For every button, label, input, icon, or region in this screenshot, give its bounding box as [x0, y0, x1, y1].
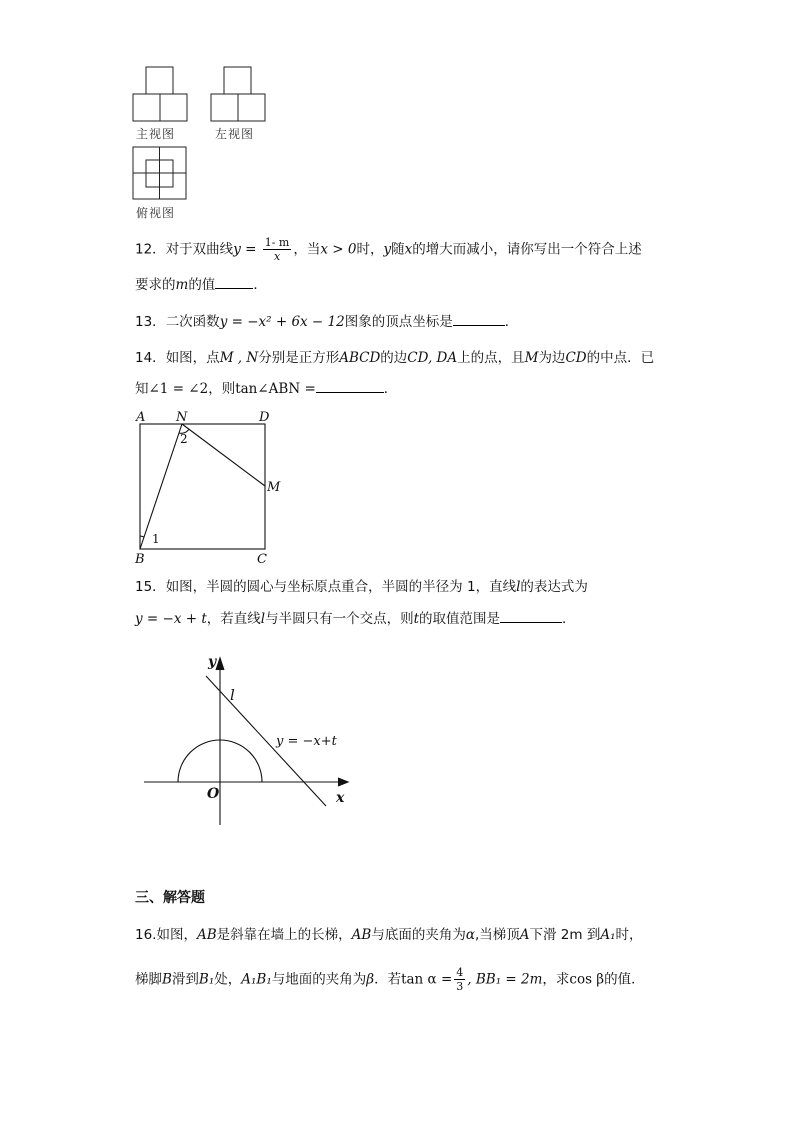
section-3-title: 三、解答题	[135, 890, 205, 906]
q12-cond: x > 0	[320, 241, 357, 258]
q12-var-y: y	[383, 241, 392, 258]
q13-answer-blank[interactable]	[453, 311, 505, 326]
left-view-bottom-right	[238, 94, 265, 121]
q15-text4: 与半圆只有一个交点，则	[265, 611, 414, 627]
q15-text5: 的取值范围是	[419, 611, 501, 627]
front-view-bottom-left	[133, 94, 160, 121]
q16-a1b1: A₁B₁	[241, 971, 272, 988]
q16-text3: 与底面的夹角为	[371, 927, 466, 943]
label-O: O	[207, 786, 220, 802]
angle-1-arc	[140, 536, 144, 537]
q16-bb1: , BB₁ = 2m	[467, 971, 543, 988]
q14-text6: 的中点．已	[586, 350, 655, 366]
q12-frac-den: x	[273, 250, 281, 263]
q16-line2-text-a: 梯脚	[135, 971, 162, 988]
q12-var-x: x	[404, 241, 413, 258]
q14-number: 14．	[135, 350, 166, 366]
q15-coordinate-figure	[140, 650, 360, 830]
left-view-top-square	[224, 67, 251, 94]
q15-line1	[135, 577, 588, 597]
q14-points-mn: M , N	[219, 350, 259, 366]
q14-cdda: CD, DA	[407, 350, 458, 366]
segment-bn	[140, 424, 182, 549]
q16-text1: 如图，	[156, 927, 197, 943]
label-M: M	[267, 480, 281, 495]
q14-text4: 上的点，且	[457, 350, 525, 366]
q14-line2	[135, 378, 397, 399]
q16-frac-den: 3	[456, 980, 464, 993]
q12-line2-text-b: 的值	[188, 277, 216, 293]
q15-l: l	[516, 579, 521, 595]
q15-text3: ，若直线	[206, 611, 261, 627]
q14-line1	[135, 348, 654, 368]
q14-text5: 为边	[538, 350, 566, 366]
q13-end: ．	[504, 314, 519, 330]
q12-line1	[135, 236, 642, 263]
label-N: N	[176, 410, 188, 425]
label-angle-1: 1	[152, 532, 160, 546]
y-axis-arrow	[216, 658, 224, 670]
q14-answer-blank[interactable]	[316, 378, 384, 393]
q13-text2: 图象的顶点坐标是	[344, 314, 453, 330]
q16-alpha: α	[465, 927, 475, 943]
q14-cd: CD	[565, 350, 587, 366]
q12-text1: 对于双曲线	[165, 241, 234, 258]
q16-frac-num: 4	[456, 966, 464, 979]
left-view-bottom-left	[211, 94, 238, 121]
label-A: A	[136, 410, 146, 425]
label-angle-2: 2	[180, 432, 188, 446]
q12-frac-num: 1- m	[264, 236, 290, 249]
q16-ab2: AB	[351, 927, 372, 943]
q16-b: B	[162, 971, 172, 988]
q14-text2: 分别是正方形	[258, 350, 340, 366]
q15-line2	[135, 608, 576, 629]
q16-a: A	[519, 927, 530, 943]
square-abcd	[140, 424, 265, 549]
q16-a1: A₁	[600, 927, 616, 943]
q12-text3: 时，	[356, 241, 384, 258]
label-x: x	[336, 790, 345, 806]
segment-nm	[182, 424, 265, 486]
label-l: l	[230, 686, 235, 704]
q15-answer-blank[interactable]	[500, 608, 562, 623]
q12-text5: 的增大而减小，请你写出一个符合上述	[412, 241, 642, 258]
q16-beta: β	[366, 971, 375, 988]
q16-text5: 下滑 2m 到	[529, 927, 601, 943]
q16-line2-text-b: 滑到	[171, 971, 199, 988]
q14-line2-end: ．	[383, 381, 398, 397]
q13-number: 13．	[135, 314, 166, 330]
q16-line2	[135, 966, 645, 993]
q15-expr: y = −x + t	[135, 611, 207, 627]
label-y: y	[208, 654, 217, 670]
q16-line2-text-g: 的值．	[604, 971, 645, 988]
q12-var-m: m	[175, 277, 189, 293]
q14-text1: 如图，点	[165, 350, 220, 366]
q12-text4: 随	[391, 241, 405, 258]
front-view-label: 主视图	[136, 127, 176, 141]
q14-line2-text-b: ，则	[208, 381, 236, 397]
q15-text1: 如图，半圆的圆心与坐标原点重合，半圆的半径为 1，直线	[165, 579, 517, 595]
q16-fraction	[454, 966, 465, 993]
q14-text3: 的边	[380, 350, 408, 366]
q12-eq-lhs: y =	[233, 241, 257, 258]
q14-abcd: ABCD	[339, 350, 381, 366]
q15-text2: 的表达式为	[520, 579, 588, 595]
q16-tan-alpha: tan α =	[401, 971, 453, 988]
q12-number: 12．	[135, 241, 166, 258]
top-view-label: 俯视图	[136, 206, 176, 220]
q12-line2-text-a: 要求的	[135, 277, 176, 293]
label-B: B	[135, 552, 145, 565]
front-view-bottom-mid	[160, 94, 187, 121]
q13-expr: y = −x² + 6x − 12	[219, 314, 345, 330]
q12-line2	[135, 274, 267, 295]
q13-line	[135, 311, 518, 332]
label-C: C	[257, 552, 267, 565]
q16-number: 16.	[135, 927, 157, 943]
q16-cos-beta: cos β	[569, 971, 605, 988]
q16-line2-text-f: ，求	[542, 971, 570, 988]
label-line-equation: y = −x+t	[276, 734, 337, 749]
q16-line1	[135, 925, 643, 945]
label-D: D	[259, 410, 270, 425]
q12-text2: ，当	[293, 241, 321, 258]
q16-line2-text-c: 处，	[214, 971, 242, 988]
q16-ab1: AB	[196, 927, 217, 943]
q15-l2: l	[260, 611, 266, 627]
three-views-figure	[130, 66, 270, 221]
q14-line2-text-a: 知	[135, 381, 149, 397]
q12-line2-end: ．	[253, 277, 267, 293]
q12-answer-blank[interactable]	[215, 274, 253, 289]
q16-line2-text-d: 与地面的夹角为	[271, 971, 367, 988]
q15-end: ．	[562, 611, 576, 627]
q16-text4: ,当梯顶	[474, 927, 520, 943]
q15-number: 15．	[135, 579, 166, 595]
q13-text1: 二次函数	[165, 314, 220, 330]
q14-square-figure	[128, 405, 288, 565]
q15-t: t	[413, 611, 420, 627]
front-view-top-square	[146, 67, 173, 94]
q16-line2-text-e: ．若	[374, 971, 402, 988]
q16-text6: 时，	[615, 927, 643, 943]
q14-m: M	[524, 350, 539, 366]
q16-text2: 是斜靠在墙上的长梯，	[216, 927, 352, 943]
left-view-label: 左视图	[215, 127, 255, 141]
x-axis-arrow	[338, 778, 348, 786]
q14-tan: tan∠ABN =	[235, 381, 316, 397]
q16-b1: B₁	[198, 971, 215, 988]
q12-fraction	[263, 236, 292, 263]
q14-angles: ∠1 = ∠2	[148, 381, 209, 397]
